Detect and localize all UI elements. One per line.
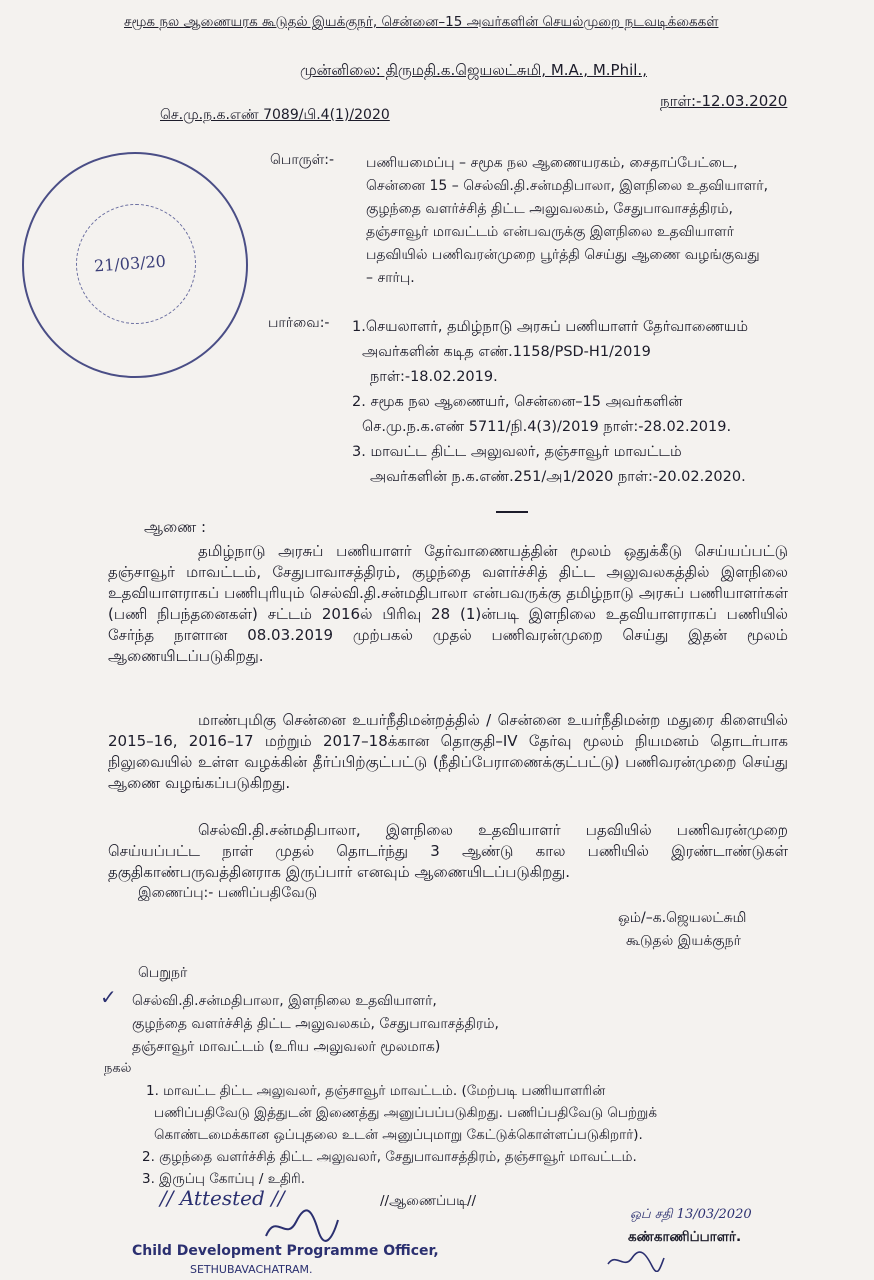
reference-number: செ.மு.ந.க.எண் 7089/பி.4(1)/2020 (160, 107, 390, 123)
recipient-label: பெறுநர் (138, 965, 188, 981)
attested-handwriting: // Attested // (160, 1186, 285, 1210)
references-label: பார்வை:- (268, 315, 330, 331)
recipient-block (132, 990, 499, 1059)
officer-signature-scribble (262, 1206, 342, 1246)
copy-line: 1. மாவட்ட திட்ட அலுவலர், தஞ்சாவூர் மாவட்டம். (மேற்படி பணியாளரின் (146, 1083, 606, 1099)
divider (496, 511, 528, 513)
copy-block (142, 1080, 657, 1190)
officer-seal-line-2: SETHUBAVACHATRAM. (190, 1263, 313, 1276)
subject-line: சென்னை 15 – செல்வி.தி.சன்மதிபாலா, இளநிலை உதவியாளர், (366, 178, 769, 194)
copy-line: 2. குழந்தை வளர்ச்சித் திட்ட அலுவலர், சேதுபாவாசத்திரம், தஞ்சாவூர் மாவட்டம். (142, 1149, 637, 1165)
subject-line: – சார்பு. (366, 270, 415, 286)
subject-line: பதவியில் பணிவரன்முறை பூர்த்தி செய்து ஆணை வழங்குவது (366, 247, 760, 263)
subject-label: பொருள்:- (270, 152, 335, 168)
order-paragraph-1: தமிழ்நாடு அரசுப் பணியாளர் தேர்வாணையத்தின் மூலம் ஒதுக்கீடு செய்யப்பட்டு தஞ்சாவூர் மாவட்டம், சேதுபாவாசத்திரம், குழந்தை வளர்ச்சித் திட்ட அலுவலகத்தில் இளநிலை உதவியாளராகப் பணிபுரியும் செல்வி.தி.சன்மதிபாலா என்பவருக்கு தமிழ்நாடு அரசுப் பணியாளர்கள் (பணி நிபந்தனைகள்) சட்டம் 2016ல் பிரிவு 28 (1)ன்படி இளநிலை உதவியாளராகப் பணியில் சேர்ந்த நாளான 08.03.2019 முற்பகல் முதல் பணிவரன்முறை செய்து இதன் மூலம் ஆணையிடப்படுகிறது. (108, 542, 788, 665)
presence-line: முன்னிலை: திருமதி.க.ஜெயலட்சுமி, M.A., M.Phil., (300, 61, 647, 79)
references-block (352, 315, 748, 490)
office-title: சமூக நல ஆணையரக கூடுதல் இயக்குநர், சென்னை–15 அவர்களின் செயல்முறை நடவடிக்கைகள் (124, 14, 719, 30)
initials-date: ஒப் சதி 13/03/2020 (630, 1207, 752, 1222)
copy-label: நகல் (104, 1061, 132, 1076)
reference-line: 2. சமூக நல ஆணையர், சென்னை–15 அவர்களின் (352, 394, 683, 410)
seal-date: 21/03/20 (93, 251, 167, 276)
signature-designation: கூடுதல் இயக்குநர் (626, 933, 741, 949)
order-date: நாள்:-12.03.2020 (660, 92, 788, 110)
signature-name: ஒம்/–க.ஜெயலட்சுமி (618, 910, 747, 926)
recipient-line: தஞ்சாவூர் மாவட்டம் (உரிய அலுவலர் மூலமாக) (132, 1039, 441, 1055)
superintendent-label: கண்காணிப்பாளர். (628, 1229, 742, 1245)
superintendent-scribble (606, 1250, 666, 1272)
order-heading: ஆணை : (144, 518, 207, 536)
recipient-line: குழந்தை வளர்ச்சித் திட்ட அலுவலகம், சேதுபாவாசத்திரம், (132, 1016, 499, 1032)
reference-line: 3. மாவட்ட திட்ட அலுவலர், தஞ்சாவூர் மாவட்டம் (352, 444, 682, 460)
reference-line: 1.செயலாளர், தமிழ்நாடு அரசுப் பணியாளர் தேர்வாணையம் (352, 319, 749, 335)
copy-line: கொண்டமைக்கான ஒப்புதலை உடன் அனுப்புமாறு கேட்டுக்கொள்ளப்படுகிறார்). (154, 1127, 643, 1143)
check-mark-icon: ✓ (100, 985, 117, 1009)
copy-line: 3. இருப்பு கோப்பு / உதிரி. (142, 1171, 306, 1187)
subject-block (366, 152, 768, 290)
order-paragraph-3: செல்வி.தி.சன்மதிபாலா, இளநிலை உதவியாளர் பதவியில் பணிவரன்முறை செய்யப்பட்ட நாள் முதல் தொடர்ந்து 3 ஆண்டு கால பணியில் இரண்டாண்டுகள் தகுதிகாண்பருவத்தினராக இருப்பார் எனவும் ஆணையிடப்படுகிறது. (108, 821, 788, 881)
enclosure-line: இணைப்பு:- பணிப்பதிவேடு (138, 885, 318, 901)
by-order-line: //ஆணைப்படி// (380, 1193, 477, 1209)
office-seal (22, 152, 248, 378)
reference-line: அவர்களின் கடித எண்.1158/PSD-H1/2019 (362, 344, 651, 360)
order-paragraph-2: மாண்புமிகு சென்னை உயர்நீதிமன்றத்தில் / சென்னை உயர்நீதிமன்ற மதுரை கிளையில் 2015–16, 2016–17 மற்றும் 2017–18க்கான தொகுதி–IV தேர்வு மூலம் நியமனம் தொடர்பாக நிலுவையில் உள்ள வழக்கின் தீர்ப்பிற்குட்பட்டு (நீதிப்பேராணைக்குட்பட்டு) பணிவரன்முறை செய்து ஆணை வழங்கப்படுகிறது. (108, 711, 788, 792)
reference-line: நாள்:-18.02.2019. (370, 369, 498, 385)
recipient-line: செல்வி.தி.சன்மதிபாலா, இளநிலை உதவியாளர், (132, 993, 437, 1009)
reference-line: செ.மு.ந.க.எண் 5711/நி.4(3)/2019 நாள்:-28.02.2019. (362, 419, 732, 435)
subject-line: குழந்தை வளர்ச்சித் திட்ட அலுவலகம், சேதுபாவாசத்திரம், (366, 201, 733, 217)
officer-seal-line-1: Child Development Programme Officer, (132, 1243, 439, 1259)
copy-line: பணிப்பதிவேடு இத்துடன் இணைத்து அனுப்பப்படுகிறது. பணிப்பதிவேடு பெற்றுக் (154, 1105, 657, 1121)
reference-line: அவர்களின் ந.க.எண்.251/அ1/2020 நாள்:-20.02.2020. (370, 469, 746, 485)
subject-line: பணியமைப்பு – சமூக நல ஆணையரகம், சைதாப்பேட்டை, (366, 155, 738, 171)
subject-line: தஞ்சாவூர் மாவட்டம் என்பவருக்கு இளநிலை உதவியாளர் (366, 224, 734, 240)
